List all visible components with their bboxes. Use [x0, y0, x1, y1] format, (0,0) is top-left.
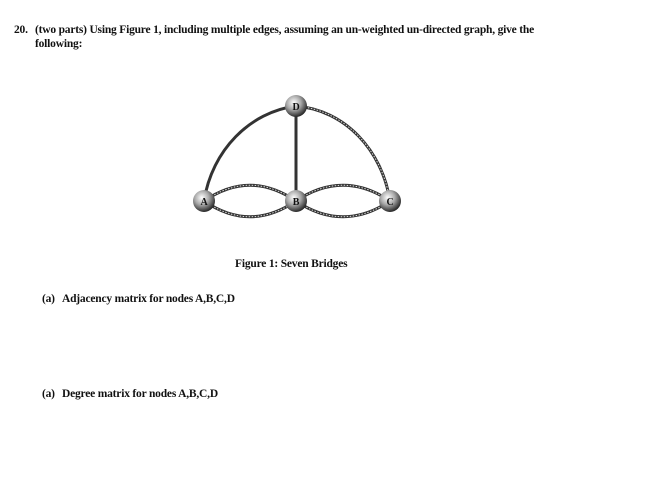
node-a: [193, 190, 215, 212]
node-label-d: D: [292, 102, 300, 113]
node-label-a: A: [200, 197, 208, 208]
part-marker: (a): [42, 388, 55, 400]
node-b: [285, 190, 307, 212]
edge-d-c: [296, 106, 390, 201]
part-text-degree: Degree matrix for nodes A,B,C,D: [62, 388, 218, 400]
question-text-line1: (two parts) Using Figure 1, including multiple edges, assuming an un-weighted un-directed graph, give the: [35, 24, 534, 36]
question-text-line2: following:: [35, 38, 83, 50]
node-d: [285, 95, 307, 117]
node-label-b: B: [292, 197, 300, 208]
node-c: [379, 190, 401, 212]
figure-caption: Figure 1: Seven Bridges: [235, 258, 348, 270]
question-number: 20.: [14, 24, 28, 36]
part-marker: (a): [42, 293, 55, 305]
part-text-adjacency: Adjacency matrix for nodes A,B,C,D: [62, 293, 235, 305]
node-label-c: C: [386, 197, 394, 208]
